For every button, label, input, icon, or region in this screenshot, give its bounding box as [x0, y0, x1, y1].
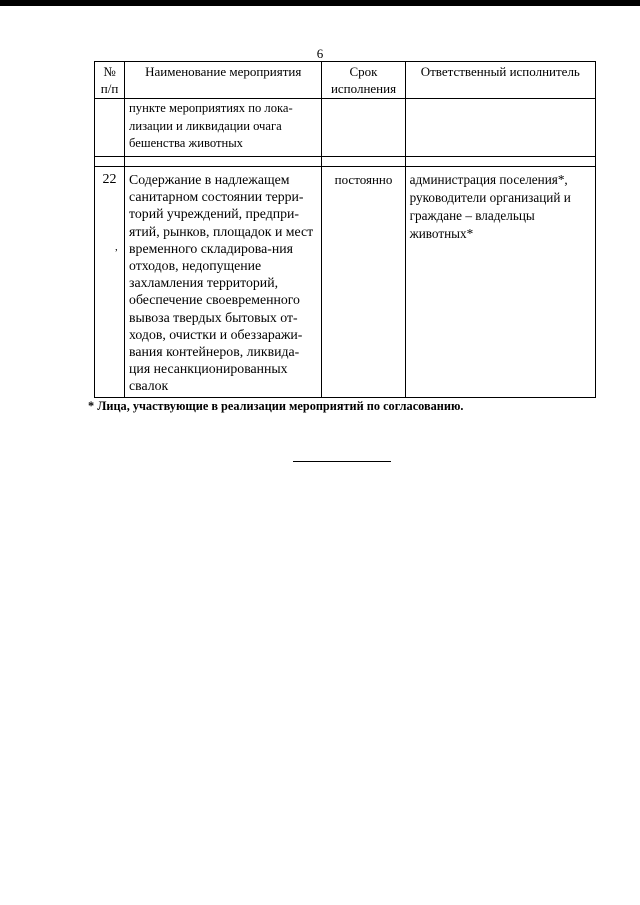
cell-responsible: [405, 99, 595, 157]
separator-line: [293, 461, 391, 462]
spacer-cell: [322, 157, 405, 167]
cell-responsible: администрация поселения*, руководители организаций и граждане – владельцы животных*: [405, 167, 595, 398]
spacer-cell: [405, 157, 595, 167]
header-event-name: Наименование мероприятия: [125, 62, 322, 99]
scan-tick-mark: ,: [115, 241, 118, 253]
spacer-cell: [125, 157, 322, 167]
events-table: [94, 61, 596, 398]
table-row-spacer: [95, 157, 596, 167]
spacer-cell: [95, 157, 125, 167]
table-header-row: [95, 62, 596, 99]
page-number: 6: [316, 46, 324, 61]
header-responsible: Ответственный исполнитель: [405, 62, 595, 99]
cell-number: [95, 99, 125, 157]
header-number: № п/п: [95, 62, 125, 99]
cell-term: [322, 99, 405, 157]
table-row-continuation: [95, 99, 596, 157]
cell-number: 22: [95, 167, 125, 398]
cell-term: постоянно: [322, 167, 405, 398]
cell-event-name: Содержание в надлежащем санитарном состоянии терри-торий учреждений, предпри-ятий, рынков, площадок и мест временного складирова-ния отходов, недопущение захламления территорий, обеспечение своевременного вывоза твердых бытовых от-ходов, очистки и обеззаражи-вания контейнеров, ликвида-ция несанкционированных свалок: [125, 167, 322, 398]
top-edge-bar: [0, 0, 640, 6]
cell-event-name: пункте мероприятиях по лока-лизации и ликвидации очага бешенства животных: [125, 99, 322, 157]
footnote: * Лица, участвующие в реализации мероприятий по согласованию.: [88, 399, 464, 413]
table-row-22: [95, 167, 596, 398]
header-term: Срок исполнения: [322, 62, 405, 99]
